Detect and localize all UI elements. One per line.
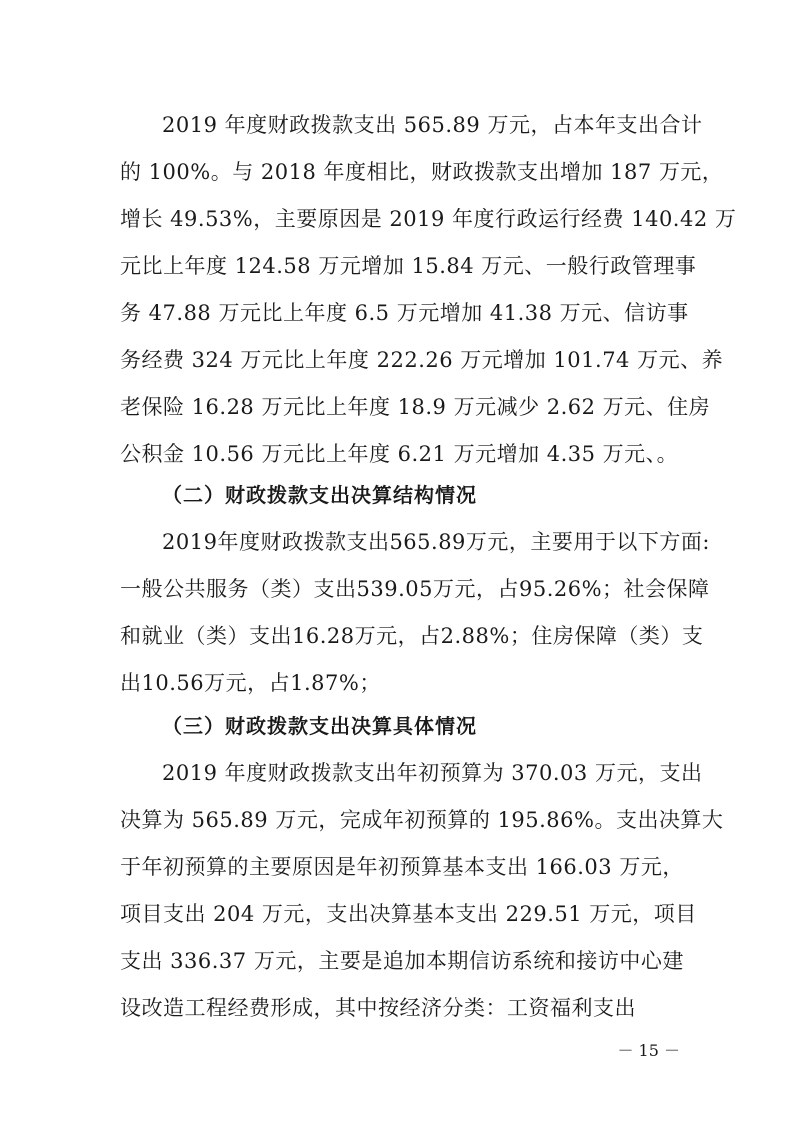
paragraph-line: 支出 336.37 万元，主要是追加本期信访系统和接访中心建	[120, 949, 684, 973]
paragraph-line: 出10.56万元，占1.87%；	[120, 671, 381, 695]
paragraph-line: 公积金 10.56 万元比上年度 6.21 万元增加 4.35 万元、。	[120, 442, 679, 466]
paragraph-line: 增长 49.53%，主要原因是 2019 年度行政运行经费 140.42 万	[120, 207, 737, 231]
section-heading-details: （三）财政拨款支出决算具体情况	[162, 714, 477, 738]
paragraph-line: 项目支出 204 万元，支出决算基本支出 229.51 万元，项目	[120, 902, 697, 926]
paragraph-line: 决算为 565.89 万元，完成年初预算的 195.86%。支出决算大	[120, 808, 724, 832]
paragraph-line: 务经费 324 万元比上年度 222.26 万元增加 101.74 万元、养	[120, 348, 724, 372]
paragraph-line: 老保险 16.28 万元比上年度 18.9 万元减少 2.62 万元、住房	[120, 395, 711, 419]
paragraph-line: 2019 年度财政拨款支出年初预算为 370.03 万元，支出	[162, 761, 703, 785]
section-heading-structure: （二）财政拨款支出决算结构情况	[162, 483, 477, 507]
paragraph-line: 一般公共服务（类）支出539.05万元，占95.26%；社会保障	[120, 577, 710, 601]
paragraph-line: 设改造工程经费形成，其中按经济分类：工资福利支出	[120, 996, 636, 1020]
paragraph-line: 的 100%。与 2018 年度相比，财政拨款支出增加 187 万元，	[120, 160, 724, 184]
paragraph-line: 务 47.88 万元比上年度 6.5 万元增加 41.38 万元、信访事	[120, 301, 689, 325]
page-number: － 15 －	[617, 1041, 680, 1060]
paragraph-line: 于年初预算的主要原因是年初预算基本支出 166.03 万元，	[120, 855, 684, 879]
paragraph-line: 元比上年度 124.58 万元增加 15.84 万元、一般行政管理事	[120, 254, 697, 278]
paragraph-line: 2019 年度财政拨款支出 565.89 万元，占本年支出合计	[162, 113, 703, 137]
paragraph-line: 2019年度财政拨款支出565.89万元，主要用于以下方面:	[162, 530, 710, 554]
paragraph-line: 和就业（类）支出16.28万元，占2.88%；住房保障（类）支	[120, 624, 704, 648]
